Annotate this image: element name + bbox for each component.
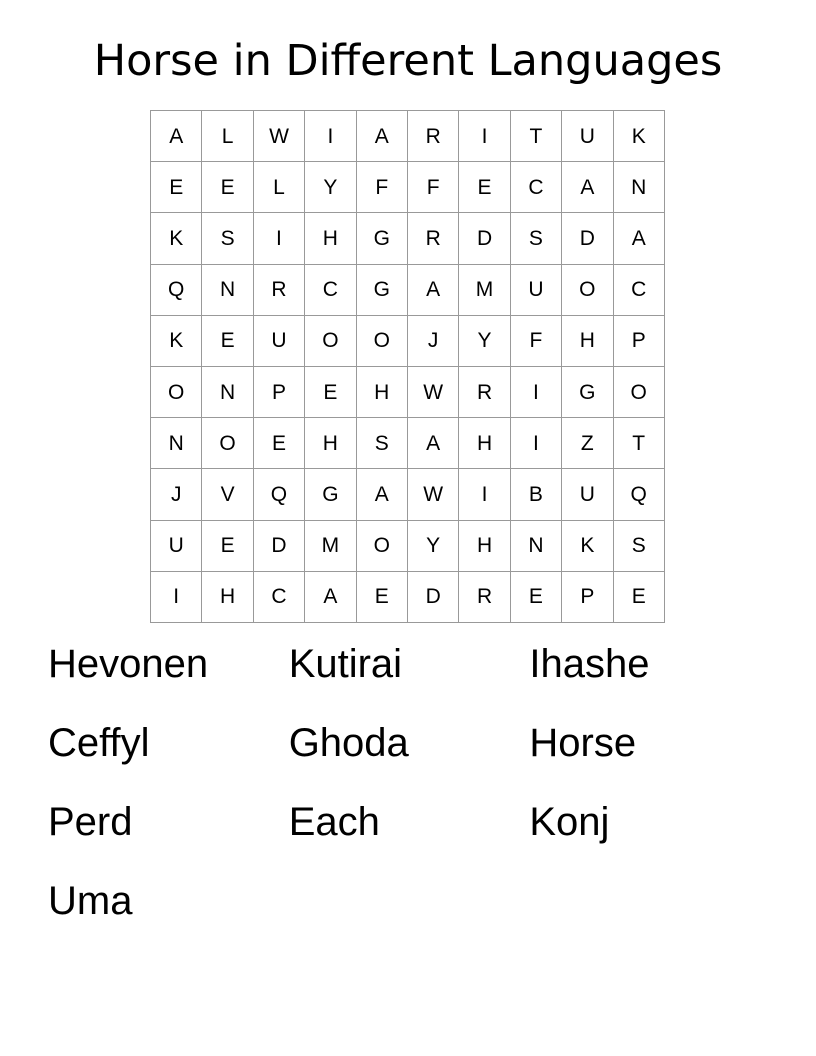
grid-cell: N (510, 520, 561, 571)
grid-cell: K (613, 111, 664, 162)
grid-cell: C (305, 264, 356, 315)
grid-cell: R (459, 366, 510, 417)
page-title: Horse in Different Languages (93, 36, 723, 86)
grid-cell: U (562, 469, 613, 520)
grid-cell: C (613, 264, 664, 315)
grid-row (151, 264, 665, 315)
word-item: Uma (48, 878, 133, 923)
grid-cell: M (459, 264, 510, 315)
grid-cell: E (253, 418, 304, 469)
word-item: Ceffyl (48, 721, 150, 766)
grid-row (151, 162, 665, 213)
grid-cell: C (253, 571, 304, 622)
wordsearch-grid (150, 110, 665, 623)
grid-cell: Y (459, 315, 510, 366)
grid-cell: L (202, 111, 253, 162)
grid-cell: K (151, 213, 202, 264)
grid-cell: G (305, 469, 356, 520)
word-item: Konj (529, 799, 610, 844)
grid-cell: H (459, 520, 510, 571)
grid-cell: W (407, 366, 458, 417)
grid-cell: R (459, 571, 510, 622)
grid-cell: I (459, 469, 510, 520)
grid-cell: Q (613, 469, 664, 520)
grid-cell: E (202, 520, 253, 571)
grid-cell: Q (253, 469, 304, 520)
grid-cell: P (613, 315, 664, 366)
grid-cell: R (253, 264, 304, 315)
grid-cell: P (562, 571, 613, 622)
grid-cell: B (510, 469, 561, 520)
grid-cell: A (356, 111, 407, 162)
grid-cell: F (407, 162, 458, 213)
grid-cell: N (151, 418, 202, 469)
grid-cell: G (356, 213, 407, 264)
grid-cell: V (202, 469, 253, 520)
grid-cell: E (356, 571, 407, 622)
grid-cell: H (305, 418, 356, 469)
grid-cell: D (253, 520, 304, 571)
word-item: Perd (48, 799, 133, 844)
grid-cell: Q (151, 264, 202, 315)
grid-cell: Z (562, 418, 613, 469)
grid-cell: H (305, 213, 356, 264)
grid-cell: A (407, 418, 458, 469)
grid-cell: I (305, 111, 356, 162)
grid-cell: F (356, 162, 407, 213)
grid-cell: T (613, 418, 664, 469)
grid-cell: D (407, 571, 458, 622)
grid-cell: H (202, 571, 253, 622)
grid-row (151, 520, 665, 571)
grid-cell: I (253, 213, 304, 264)
grid-cell: A (305, 571, 356, 622)
grid-cell: P (253, 366, 304, 417)
grid-row (151, 111, 665, 162)
grid-row (151, 469, 665, 520)
grid-cell: U (510, 264, 561, 315)
grid-cell: R (407, 111, 458, 162)
grid-cell: A (151, 111, 202, 162)
grid-cell: D (459, 213, 510, 264)
grid-cell: I (510, 418, 561, 469)
grid-cell: D (562, 213, 613, 264)
word-item: Each (288, 799, 380, 844)
wordsearch-grid-body (151, 111, 665, 623)
word-item: Kutirai (288, 642, 403, 687)
grid-cell: T (510, 111, 561, 162)
grid-cell: O (202, 418, 253, 469)
grid-cell: E (305, 366, 356, 417)
grid-cell: H (356, 366, 407, 417)
word-item: Horse (529, 721, 637, 766)
word-list (48, 625, 770, 940)
grid-row (151, 571, 665, 622)
grid-cell: U (253, 315, 304, 366)
grid-cell: M (305, 520, 356, 571)
grid-cell: O (613, 366, 664, 417)
word-item: Ghoda (288, 721, 409, 766)
grid-cell: O (305, 315, 356, 366)
grid-cell: I (459, 111, 510, 162)
grid-cell: N (202, 264, 253, 315)
word-item: Hevonen (48, 642, 209, 687)
grid-cell: S (613, 520, 664, 571)
grid-cell: I (510, 366, 561, 417)
grid-cell: O (356, 315, 407, 366)
grid-cell: L (253, 162, 304, 213)
grid-cell: O (562, 264, 613, 315)
grid-cell: Y (305, 162, 356, 213)
grid-cell: S (356, 418, 407, 469)
grid-cell: S (202, 213, 253, 264)
word-item: Ihashe (529, 642, 650, 687)
grid-cell: E (459, 162, 510, 213)
grid-cell: N (613, 162, 664, 213)
grid-row (151, 418, 665, 469)
grid-cell: O (151, 366, 202, 417)
grid-cell: A (562, 162, 613, 213)
grid-cell: H (459, 418, 510, 469)
grid-cell: W (407, 469, 458, 520)
grid-cell: W (253, 111, 304, 162)
grid-cell: U (562, 111, 613, 162)
grid-cell: N (202, 366, 253, 417)
grid-cell: Y (407, 520, 458, 571)
grid-cell: G (562, 366, 613, 417)
grid-row (151, 315, 665, 366)
grid-cell: E (613, 571, 664, 622)
grid-cell: H (562, 315, 613, 366)
grid-cell: K (151, 315, 202, 366)
grid-row (151, 213, 665, 264)
grid-cell: A (407, 264, 458, 315)
grid-cell: I (151, 571, 202, 622)
grid-cell: E (151, 162, 202, 213)
grid-cell: F (510, 315, 561, 366)
grid-row (151, 366, 665, 417)
grid-cell: A (613, 213, 664, 264)
grid-cell: O (356, 520, 407, 571)
grid-cell: E (202, 162, 253, 213)
grid-cell: E (202, 315, 253, 366)
grid-cell: J (407, 315, 458, 366)
grid-cell: A (356, 469, 407, 520)
grid-cell: S (510, 213, 561, 264)
grid-cell: U (151, 520, 202, 571)
grid-cell: G (356, 264, 407, 315)
grid-cell: K (562, 520, 613, 571)
grid-cell: J (151, 469, 202, 520)
grid-cell: C (510, 162, 561, 213)
grid-cell: R (407, 213, 458, 264)
grid-cell: E (510, 571, 561, 622)
